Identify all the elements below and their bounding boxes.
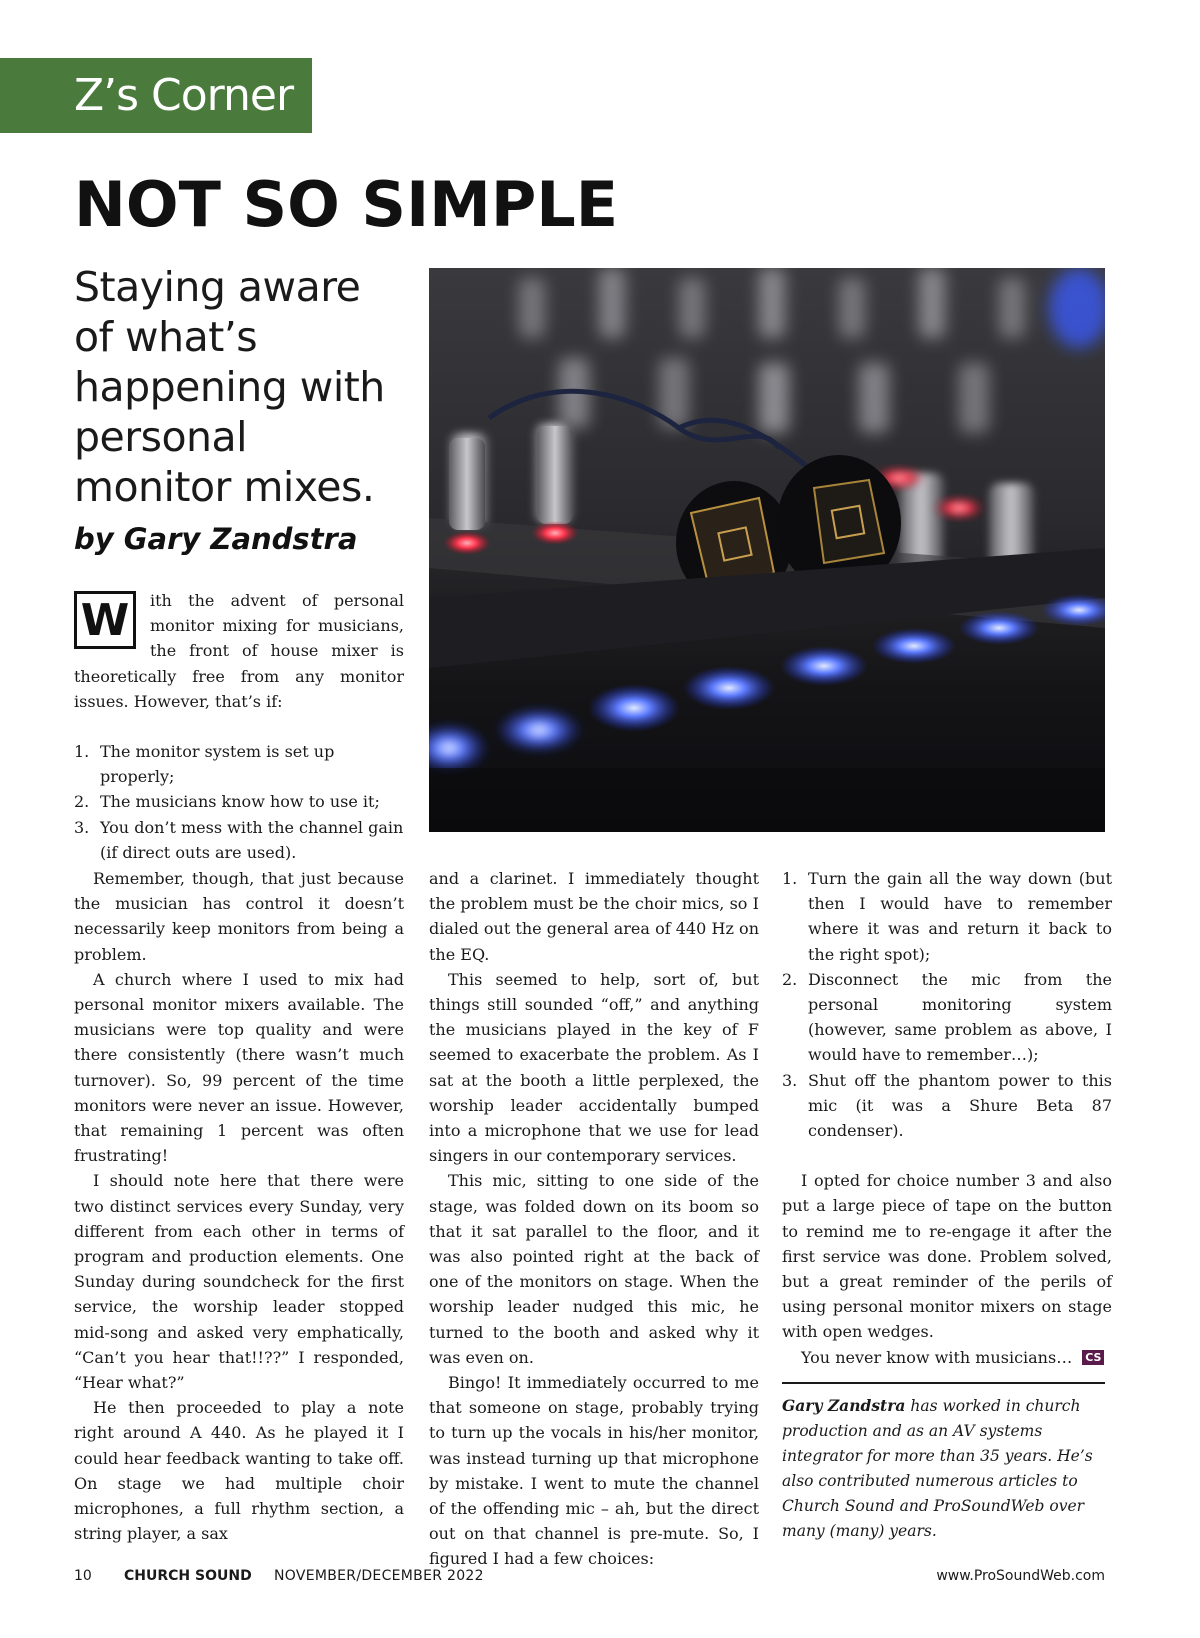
list-text: Disconnect the mic from the personal monitoring system (however, same problem as above, I would have to remember…);	[808, 969, 1112, 1065]
list-text: The monitor system is set up properly;	[100, 742, 335, 787]
body-column-2	[429, 866, 759, 1572]
list-item	[74, 739, 404, 789]
intro-column	[74, 588, 404, 865]
author-bio	[782, 1393, 1105, 1544]
end-mark-badge: CS	[1082, 1350, 1104, 1365]
issue-date: NOVEMBER/DECEMBER 2022	[274, 1568, 484, 1584]
page-footer	[74, 1568, 1105, 1588]
intro-list	[74, 739, 404, 865]
list-text: Shut off the phantom power to this mic (it was a Shure Beta 87 condenser).	[808, 1070, 1112, 1141]
article-photo	[429, 268, 1105, 832]
drop-cap: W	[74, 591, 136, 649]
list-number: 2.	[782, 969, 798, 989]
section-tag: Z’s Corner	[0, 58, 312, 133]
headline: NOT SO SIMPLE	[74, 168, 619, 241]
list-item	[74, 789, 404, 814]
body-column-3	[782, 866, 1112, 1370]
list-item	[782, 1068, 1112, 1144]
paragraph: This mic, sitting to one side of the stage, was folded down on its boom so that it sat parallel to the floor, and it was also pointed right at the back of one of the monitors on stage. When the worship leader nudged this mic, he turned to the booth and asked why it was even on.	[429, 1171, 759, 1367]
list-number: 2.	[74, 792, 90, 812]
paragraph: This seemed to help, sort of, but things still sounded “off,” and anything the musicians played in the key of F seemed to exacerbate the problem. As I sat at the booth a little perplexed, the worship leader accidentally bumped into a microphone that we use for lead singers in our contemporary services.	[429, 969, 759, 1166]
paragraph: Bingo! It immediately occurred to me that someone on stage, probably trying to turn up the vocals in his/her monitor, was instead turning up that microphone by mistake. I went to mute the channel of the offending mic – ah, but the direct out on that channel is pre-mute. So, I figured I had a few choices:	[429, 1373, 759, 1569]
mixer-earphones-illustration	[429, 268, 1105, 832]
list-item	[74, 815, 404, 865]
choices-list	[782, 866, 1112, 1143]
paragraph: He then proceeded to play a note right around A 440. As he played it I could hear feedback wanting to take off. On stage we had multiple choir microphones, a full rhythm section, a string player, a sax	[74, 1398, 404, 1544]
magazine-name: CHURCH SOUND	[124, 1568, 252, 1584]
body-column-1	[74, 866, 404, 1546]
list-number: 1.	[74, 742, 90, 762]
closing-text: You never know with musicians…	[801, 1347, 1073, 1367]
paragraph: I opted for choice number 3 and also put a large piece of tape on the button to remind me to re-engage it after the first service was done. Problem solved, but a great reminder of the perils of using personal monitor mixers on stage with open wedges.	[782, 1171, 1112, 1342]
list-item	[782, 967, 1112, 1068]
page-number: 10	[74, 1568, 92, 1584]
intro-text: ith the advent of personal monitor mixing for musicians, the front of house mixer is theoretically free from any monitor issues. However, that’s if:	[74, 591, 404, 711]
list-number: 1.	[782, 869, 798, 888]
byline: by Gary Zandstra	[74, 522, 358, 556]
intro-paragraph	[74, 588, 404, 714]
list-text: Turn the gain all the way down (but then I would have to remember where it was and return it back to the right spot);	[808, 869, 1112, 964]
paragraph: and a clarinet. I immediately thought the problem must be the choir mics, so I dialed out the general area of 440 Hz on the EQ.	[429, 869, 759, 964]
list-number: 3.	[74, 817, 90, 837]
deck-subtitle: Staying aware of what’s happening with personal monitor mixes.	[74, 263, 385, 511]
bio-author-name: Gary Zandstra	[782, 1396, 906, 1415]
website-url: www.ProSoundWeb.com	[936, 1568, 1105, 1584]
bio-text: has worked in church production and as an AV systems integrator for more than 35 years. He’s also contributed numerous articles to Church Sound and ProSoundWeb over many (many) years.	[782, 1397, 1093, 1540]
list-item	[782, 866, 1112, 967]
paragraph: Remember, though, that just because the musician has control it doesn’t necessarily keep monitors from being a problem.	[74, 869, 404, 964]
list-text: The musicians know how to use it;	[100, 792, 380, 812]
closing-paragraph	[782, 1345, 1112, 1370]
list-text: You don’t mess with the channel gain (if direct outs are used).	[100, 817, 404, 862]
bio-divider	[782, 1382, 1105, 1384]
paragraph: A church where I used to mix had personal monitor mixers available. The musicians were top quality and were there consistently (there wasn’t much turnover). So, 99 percent of the time monitors were never an issue. However, that remaining 1 percent was often frustrating!	[74, 969, 404, 1166]
paragraph: I should note here that there were two distinct services every Sunday, very different from each other in terms of program and production elements. One Sunday during soundcheck for the first service, the worship leader stopped mid-song and asked very emphatically, “Can’t you hear that!!??” I responded, “Hear what?”	[74, 1171, 404, 1393]
list-number: 3.	[782, 1070, 798, 1090]
